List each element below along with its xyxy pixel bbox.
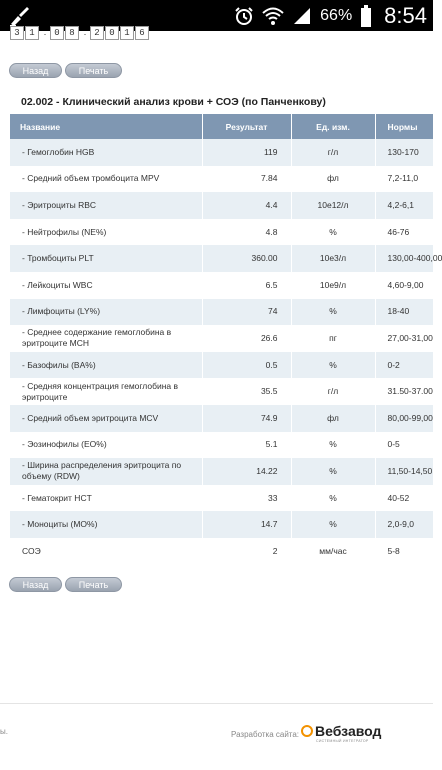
wifi-icon xyxy=(262,6,284,26)
logo-text: Вебзавод xyxy=(315,723,382,739)
cell-result: 74.9 xyxy=(202,405,291,432)
battery-icon xyxy=(360,5,372,27)
table-row xyxy=(10,166,433,193)
cell-name: - Лейкоциты WBC xyxy=(10,272,202,299)
print-button[interactable]: Печать xyxy=(65,577,122,592)
developer-label: Разработка сайта: xyxy=(231,730,300,739)
results-body xyxy=(10,139,442,565)
cell-norm: 130-170 xyxy=(375,139,433,166)
table-row xyxy=(10,405,433,432)
cell-result: 6.5 xyxy=(202,272,291,299)
cell-norm: 31.50-37.00 xyxy=(375,378,433,405)
cell-norm: 5-8 xyxy=(375,538,433,565)
date-digit[interactable]: 0 xyxy=(50,26,64,40)
cell-result: 7.84 xyxy=(202,166,291,193)
cell-result: 4.8 xyxy=(202,219,291,246)
footer-divider xyxy=(0,703,433,704)
column-header-norm: Нормы xyxy=(375,114,433,139)
cell-unit: г/л xyxy=(291,378,375,405)
date-digit[interactable]: 1 xyxy=(25,26,39,40)
cell-norm: 2,0-9,0 xyxy=(375,511,433,538)
cell-unit: % xyxy=(291,299,375,326)
table-row xyxy=(10,192,433,219)
cell-norm: 11,50-14,50 xyxy=(375,458,433,485)
date-separator: . xyxy=(83,27,87,37)
cell-result: 14.22 xyxy=(202,458,291,485)
cell-norm: 40-52 xyxy=(375,485,433,512)
cell-unit: % xyxy=(291,432,375,459)
date-digit[interactable]: 8 xyxy=(65,26,79,40)
column-header-result: Результат xyxy=(202,114,291,139)
table-row xyxy=(10,378,433,405)
date-digit[interactable]: 0 xyxy=(105,26,119,40)
cell-result: 2 xyxy=(202,538,291,565)
cell-name: - Гематокрит HCT xyxy=(10,485,202,512)
cell-result: 74 xyxy=(202,299,291,326)
table-row xyxy=(10,272,433,299)
cell-result: 14.7 xyxy=(202,511,291,538)
date-digit[interactable]: 3 xyxy=(10,26,24,40)
cell-unit: 10е12/л xyxy=(291,192,375,219)
footer-left-text: ы. xyxy=(0,727,8,736)
back-button[interactable]: Назад xyxy=(9,577,62,592)
cell-unit: пг xyxy=(291,325,375,352)
date-digit[interactable]: 6 xyxy=(135,26,149,40)
column-header-unit: Ед. изм. xyxy=(291,114,375,139)
cell-name: - Среднее содержание гемоглобина в эритроците MCH xyxy=(10,325,202,352)
cell-unit: % xyxy=(291,485,375,512)
cell-name: - Базофилы (BA%) xyxy=(10,352,202,379)
clock: 8:54 xyxy=(384,2,427,28)
cell-unit: % xyxy=(291,511,375,538)
cell-name: - Моноциты (MO%) xyxy=(10,511,202,538)
top-button-row xyxy=(9,63,122,78)
table-row xyxy=(10,432,433,459)
table-row xyxy=(10,458,433,485)
cell-name: - Лимфоциты (LY%) xyxy=(10,299,202,326)
cell-unit: мм/час xyxy=(291,538,375,565)
cell-norm: 0-2 xyxy=(375,352,433,379)
cell-norm: 80,00-99,00 xyxy=(375,405,433,432)
alarm-icon xyxy=(234,6,254,26)
table-row xyxy=(10,511,433,538)
table-row xyxy=(10,325,433,352)
cell-norm: 46-76 xyxy=(375,219,433,246)
cell-norm: 7,2-11,0 xyxy=(375,166,433,193)
clean-master-icon xyxy=(8,4,32,28)
results-table xyxy=(10,114,442,565)
cell-result: 119 xyxy=(202,139,291,166)
column-header-name: Название xyxy=(10,114,202,139)
cell-norm: 27,00-31,00 xyxy=(375,325,433,352)
signal-icon xyxy=(292,6,312,26)
cell-unit: % xyxy=(291,352,375,379)
cell-name: - Тромбоциты PLT xyxy=(10,245,202,272)
logo-subtext: СИСТЕМНЫЙ ИНТЕГРАТОР xyxy=(316,739,369,743)
print-button[interactable]: Печать xyxy=(65,63,122,78)
cell-unit: % xyxy=(291,458,375,485)
cell-norm: 4,2-6,1 xyxy=(375,192,433,219)
table-row xyxy=(10,538,433,565)
bottom-button-row xyxy=(9,577,122,592)
cell-name: СОЭ xyxy=(10,538,202,565)
cell-result: 360.00 xyxy=(202,245,291,272)
cell-norm: 0-5 xyxy=(375,432,433,459)
cell-result: 33 xyxy=(202,485,291,512)
table-header-row xyxy=(10,114,433,139)
table-row xyxy=(10,245,433,272)
back-button[interactable]: Назад xyxy=(9,63,62,78)
cell-unit: г/л xyxy=(291,139,375,166)
table-row xyxy=(10,485,433,512)
cell-unit: 10е9/л xyxy=(291,272,375,299)
table-row xyxy=(10,219,433,246)
date-separator: . xyxy=(43,27,47,37)
cell-name: - Эритроциты RBC xyxy=(10,192,202,219)
cell-norm: 4,60-9,00 xyxy=(375,272,433,299)
vebzavod-logo[interactable] xyxy=(301,722,382,744)
logo-ring-icon xyxy=(301,725,313,737)
cell-name: - Эозинофилы (EO%) xyxy=(10,432,202,459)
cell-result: 0.5 xyxy=(202,352,291,379)
cell-norm: 18-40 xyxy=(375,299,433,326)
cell-name: - Средний объем тромбоцита MPV xyxy=(10,166,202,193)
cell-name: - Ширина распределения эритроцита по объему (RDW) xyxy=(10,458,202,485)
cell-unit: фл xyxy=(291,166,375,193)
cell-name: - Средняя концентрация гемоглобина в эритроците xyxy=(10,378,202,405)
cell-result: 26.6 xyxy=(202,325,291,352)
date-digit[interactable]: 1 xyxy=(120,26,134,40)
cell-unit: фл xyxy=(291,405,375,432)
cell-result: 5.1 xyxy=(202,432,291,459)
cell-unit: % xyxy=(291,219,375,246)
battery-percent: 66% xyxy=(320,6,353,24)
cell-name: - Средний объем эритроцита MCV xyxy=(10,405,202,432)
cell-norm: 130,00-400,00 xyxy=(375,245,433,272)
cell-name: - Нейтрофилы (NE%) xyxy=(10,219,202,246)
cell-result: 4.4 xyxy=(202,192,291,219)
analysis-title: 02.002 - Клинический анализ крови + СОЭ (по Панченкову) xyxy=(21,96,326,108)
date-digit[interactable]: 2 xyxy=(90,26,104,40)
cell-unit: 10е3/л xyxy=(291,245,375,272)
cell-name: - Гемоглобин HGB xyxy=(10,139,202,166)
date-input-strip xyxy=(10,27,150,40)
table-row xyxy=(10,352,433,379)
table-row xyxy=(10,299,433,326)
table-row xyxy=(10,139,433,166)
cell-result: 35.5 xyxy=(202,378,291,405)
